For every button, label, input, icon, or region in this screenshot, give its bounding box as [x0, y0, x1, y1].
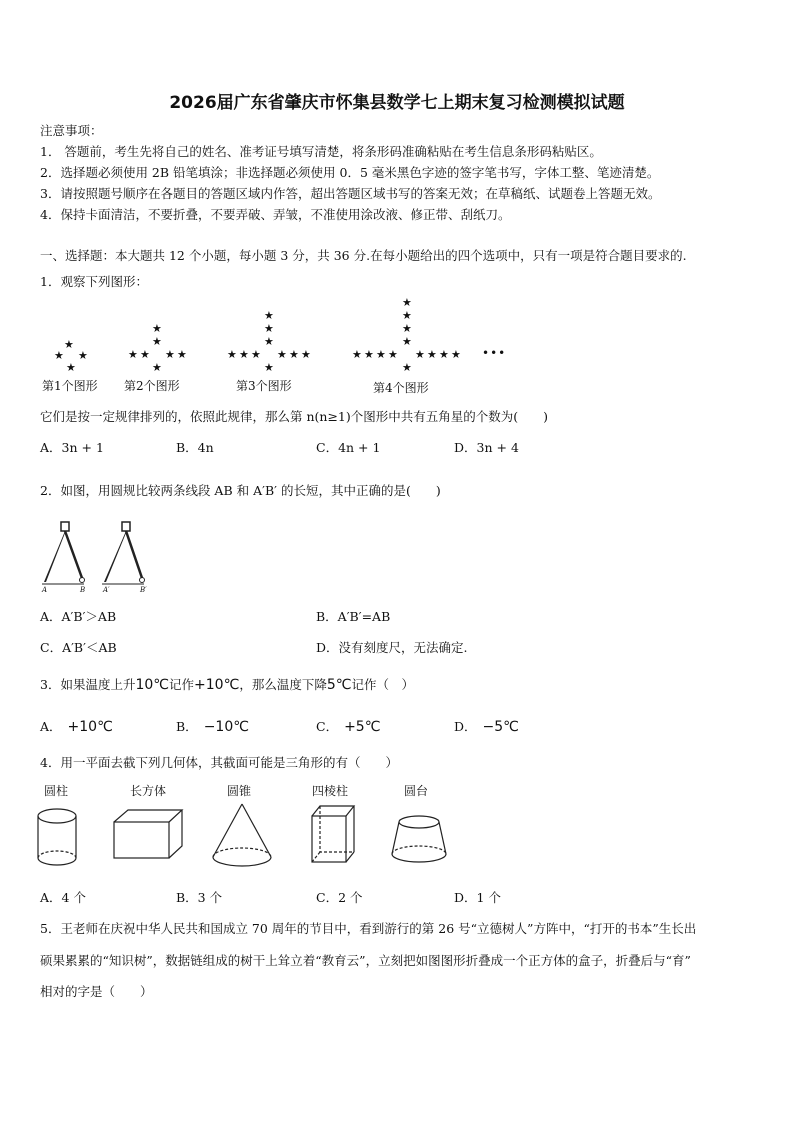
question-3-stem: 3．如果温度上升10℃记作+10℃，那么温度下降5℃记作（ ） [40, 677, 414, 693]
option-a[interactable]: A．3n + 1 [40, 440, 104, 455]
solids-figure [30, 800, 480, 875]
question-1-text: 它们是按一定规律排列的，依照此规律，那么第 n(n≥1)个图形中共有五角星的个数为( ) [40, 409, 549, 424]
notice-heading: 注意事项： [40, 123, 103, 138]
point-label: A [42, 586, 48, 594]
star-icon: ★ [152, 335, 162, 348]
star-icon: ★ [402, 296, 412, 309]
star-icon: ★ [264, 309, 274, 322]
option-a[interactable]: A．4 个 [40, 890, 86, 905]
option-d[interactable]: D．1 个 [454, 890, 501, 905]
star-icon: ★ [264, 322, 274, 335]
star-icon: ★ [402, 361, 412, 374]
option-c[interactable]: C． +5℃ [316, 719, 381, 735]
cylinder-shape [38, 809, 76, 865]
star-icon: ★ [427, 348, 437, 361]
question-2-stem: 2．如图，用圆规比较两条线段 AB 和 A′B′ 的长短，其中正确的是( ) [40, 483, 441, 498]
notice-item: 3．请按照题号顺序在各题目的答题区域内作答，超出答题区域书写的答案无效；在草稿纸、试题卷上答题无效。 [40, 186, 661, 201]
star-icon: ★ [227, 348, 237, 361]
cone-shape [213, 804, 271, 866]
star-icon: ★ [66, 361, 76, 374]
star-icon: ★ [364, 348, 374, 361]
star-icon: ★ [402, 335, 412, 348]
shape-label: 圆锥 [227, 784, 252, 798]
option-d[interactable]: D．没有刻度尺，无法确定. [316, 640, 468, 655]
star-icon: ★ [140, 348, 150, 361]
star-icon: ★ [289, 348, 299, 361]
star-icon: ★ [264, 361, 274, 374]
option-c[interactable]: C．A′B′＜AB [40, 640, 117, 655]
star-icon: ★ [251, 348, 261, 361]
frustum-shape [392, 816, 446, 862]
option-b[interactable]: B．3 个 [176, 890, 223, 905]
star-icon: ★ [388, 348, 398, 361]
prism-shape [312, 806, 354, 862]
shape-label: 长方体 [130, 784, 167, 798]
figure-caption: 第1个图形 [42, 379, 98, 393]
ellipsis: ••• [482, 346, 507, 360]
option-b[interactable]: B． −10℃ [176, 719, 249, 735]
point-label: B [80, 586, 86, 594]
notice-item: 4．保持卡面清洁，不要折叠，不要弄破、弄皱，不准使用涂改液、修正带、刮纸刀。 [40, 207, 511, 222]
question-5-line: 相对的字是（ ） [40, 984, 153, 999]
star-icon: ★ [54, 349, 64, 362]
shape-label: 圆台 [404, 784, 429, 798]
shape-label: 圆柱 [44, 784, 69, 798]
star-icon: ★ [376, 348, 386, 361]
star-icon: ★ [415, 348, 425, 361]
star-icon: ★ [277, 348, 287, 361]
question-4-stem: 4．用一平面去截下列几何体，其截面可能是三角形的有（ ） [40, 755, 398, 770]
star-icon: ★ [165, 348, 175, 361]
question-5-line: 5．王老师在庆祝中华人民共和国成立 70 周年的节目中，看到游行的第 26 号“立德树人”方阵中，“打开的书本”生长出 [40, 921, 697, 936]
star-icon: ★ [402, 309, 412, 322]
option-b[interactable]: B．4n [176, 440, 214, 455]
page-title: 2026届广东省肇庆市怀集县数学七上期末复习检测模拟试题 [169, 93, 625, 113]
star-icon: ★ [402, 322, 412, 335]
figure-caption: 第3个图形 [236, 379, 292, 393]
figure-caption: 第2个图形 [124, 379, 180, 393]
question-5-line: 硕果累累的“知识树”，数据链组成的树干上耸立着“教育云”，立刻把如图图形折叠成一个正方体的盒子，折叠后与“育” [40, 953, 691, 968]
star-icon: ★ [64, 338, 74, 351]
point-label: A′ [103, 586, 110, 594]
star-icon: ★ [128, 348, 138, 361]
cuboid-shape [114, 810, 182, 858]
point-label: B′ [140, 586, 147, 594]
notice-item: 2．选择题必须使用 2B 铅笔填涂；非选择题必须使用 0．5 毫米黑色字迹的签字笔书写，字体工整、笔迹清楚。 [40, 165, 660, 180]
option-d[interactable]: D． −5℃ [454, 719, 519, 735]
option-a[interactable]: A． +10℃ [40, 719, 113, 735]
star-icon: ★ [239, 348, 249, 361]
option-d[interactable]: D．3n + 4 [454, 440, 519, 455]
option-c[interactable]: C．2 个 [316, 890, 363, 905]
option-c[interactable]: C．4n + 1 [316, 440, 381, 455]
star-icon: ★ [152, 322, 162, 335]
notice-item: 1． 答题前，考生先将自己的姓名、准考证号填写清楚，将条形码准确粘贴在考生信息条形码粘贴区。 [40, 144, 602, 159]
question-1-stem: 1．观察下列图形： [40, 274, 148, 289]
star-icon: ★ [439, 348, 449, 361]
shape-label: 四棱柱 [312, 784, 349, 798]
star-icon: ★ [152, 361, 162, 374]
star-icon: ★ [301, 348, 311, 361]
star-icon: ★ [352, 348, 362, 361]
star-icon: ★ [78, 349, 88, 362]
star-icon: ★ [264, 335, 274, 348]
section-heading: 一、选择题：本大题共 12 个小题，每小题 3 分，共 36 分.在每小题给出的四个选项中，只有一项是符合题目要求的. [40, 248, 687, 263]
star-icon: ★ [451, 348, 461, 361]
option-a[interactable]: A．A′B′＞AB [40, 609, 117, 624]
figure-caption: 第4个图形 [373, 381, 429, 395]
star-icon: ★ [177, 348, 187, 361]
option-b[interactable]: B．A′B′=AB [316, 609, 391, 624]
